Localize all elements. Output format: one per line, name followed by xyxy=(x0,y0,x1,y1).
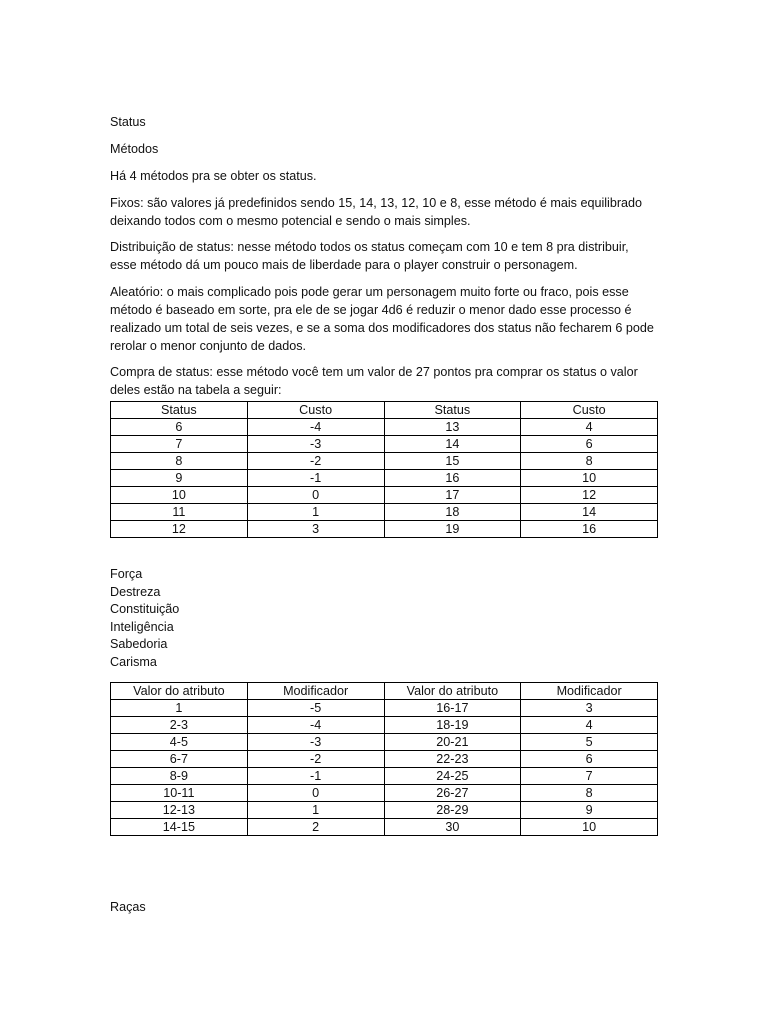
cost-table-row-cell: 0 xyxy=(247,487,384,504)
cost-table-header: Custo xyxy=(247,402,384,419)
modifier-table-row-cell: 6-7 xyxy=(111,750,248,767)
section-title: Status xyxy=(110,115,146,129)
cost-table-row-cell: 16 xyxy=(521,521,658,538)
modifier-table-row-cell: 1 xyxy=(111,699,248,716)
cost-table-header-row xyxy=(111,402,658,419)
cost-table-row-cell: 6 xyxy=(111,419,248,436)
modifier-table-row-cell: -4 xyxy=(247,716,384,733)
modifier-table-row xyxy=(111,699,658,716)
cost-table-row-cell: -3 xyxy=(247,436,384,453)
cost-table-row-cell: 13 xyxy=(384,419,521,436)
paragraph-distribuicao: Distribuição de status: nesse método todos os status começam com 10 e tem 8 pra distribuir, esse método dá um pouco mais de liberdade para o player construir o personagem. xyxy=(110,240,629,272)
cost-table-row-cell: 19 xyxy=(384,521,521,538)
paragraph-compra: Compra de status: esse método você tem um valor de 27 pontos pra comprar os status o valor deles estão na tabela a seguir: xyxy=(110,365,638,397)
modifier-table-row-cell: 30 xyxy=(384,818,521,835)
modifier-table-row xyxy=(111,767,658,784)
cost-table-row-cell: -4 xyxy=(247,419,384,436)
modifier-table-row-cell: 2-3 xyxy=(111,716,248,733)
modifier-table-row-cell: -5 xyxy=(247,699,384,716)
cost-table-row-cell: -1 xyxy=(247,470,384,487)
cost-table-row-cell: 8 xyxy=(111,453,248,470)
cost-table-header: Status xyxy=(384,402,521,419)
attribute-item: Destreza xyxy=(110,584,161,599)
cost-table-row-cell: 11 xyxy=(111,504,248,521)
modifier-table-row xyxy=(111,784,658,801)
modifier-table-row-cell: 12-13 xyxy=(111,801,248,818)
cost-table-row-cell: 7 xyxy=(111,436,248,453)
attribute-item: Inteligência xyxy=(110,619,174,634)
modifier-table-row-cell: 20-21 xyxy=(384,733,521,750)
modifier-table-row xyxy=(111,801,658,818)
paragraph-fixos: Fixos: são valores já predefinidos sendo 15, 14, 13, 12, 10 e 8, esse método é mais equilibrado deixando todos com o mesmo potencial e sendo o mais simples. xyxy=(110,195,643,228)
cost-table-row-cell: 15 xyxy=(384,453,521,470)
modifier-table-row-cell: 1 xyxy=(247,801,384,818)
modifier-table-row-cell: 8-9 xyxy=(111,767,248,784)
next-section-title: Raças xyxy=(110,900,146,914)
modifier-table-row-cell: 16-17 xyxy=(384,699,521,716)
cost-table-row-cell: 10 xyxy=(521,470,658,487)
cost-table-row-cell: 4 xyxy=(521,419,658,436)
modifier-table-row-cell: 5 xyxy=(521,733,658,750)
cost-table-row-cell: 18 xyxy=(384,504,521,521)
modifier-table-row xyxy=(111,716,658,733)
attribute-item: Carisma xyxy=(110,654,157,669)
modifier-table-row-cell: 3 xyxy=(521,699,658,716)
modifier-table-row-cell: 26-27 xyxy=(384,784,521,801)
cost-table-row xyxy=(111,470,658,487)
modifier-table-row-cell: -1 xyxy=(247,767,384,784)
modifier-table-header: Valor do atributo xyxy=(111,682,248,699)
modifier-table-row-cell: 18-19 xyxy=(384,716,521,733)
paragraph-intro: Há 4 métodos pra se obter os status. xyxy=(110,169,317,183)
modifier-table-row-cell: 6 xyxy=(521,750,658,767)
cost-table xyxy=(110,401,658,538)
cost-table-row-cell: 8 xyxy=(521,453,658,470)
modifier-table xyxy=(110,682,658,836)
cost-table-row xyxy=(111,453,658,470)
subsection-title: Métodos xyxy=(110,142,159,156)
modifier-table-row-cell: 10-11 xyxy=(111,784,248,801)
cost-table-row xyxy=(111,504,658,521)
modifier-table-row-cell: -3 xyxy=(247,733,384,750)
modifier-table-header: Valor do atributo xyxy=(384,682,521,699)
modifier-table-row-cell: 14-15 xyxy=(111,818,248,835)
cost-table-row xyxy=(111,419,658,436)
modifier-table-row-cell: 24-25 xyxy=(384,767,521,784)
cost-table-row xyxy=(111,487,658,504)
modifier-table-row-cell: 4-5 xyxy=(111,733,248,750)
cost-table-row-cell: 17 xyxy=(384,487,521,504)
modifier-table-row xyxy=(111,818,658,835)
modifier-table-row-cell: 10 xyxy=(521,818,658,835)
modifier-table-header: Modificador xyxy=(521,682,658,699)
modifier-table-row-cell: 9 xyxy=(521,801,658,818)
cost-table-row-cell: 14 xyxy=(384,436,521,453)
modifier-table-row-cell: -2 xyxy=(247,750,384,767)
attribute-item: Força xyxy=(110,567,143,581)
cost-table-body xyxy=(111,419,658,538)
cost-table-row-cell: 12 xyxy=(111,521,248,538)
modifier-table-row-cell: 2 xyxy=(247,818,384,835)
modifier-table-header: Modificador xyxy=(247,682,384,699)
paragraph-aleatorio: Aleatório: o mais complicado pois pode gerar um personagem muito forte ou fraco, pois esse método é baseado em sorte, pra ele de se jogar 4d6 é reduzir o menor dado esse processo é realizado um total de seis vezes, e se a soma dos modificadores dos status não fecharem 6 pode rerolar o menor conjunto de dados. xyxy=(110,284,654,353)
cost-table-row-cell: 9 xyxy=(111,470,248,487)
modifier-table-row xyxy=(111,733,658,750)
attribute-item: Sabedoria xyxy=(110,637,168,652)
cost-table-row xyxy=(111,436,658,453)
cost-table-row-cell: 14 xyxy=(521,504,658,521)
attribute-item: Constituição xyxy=(110,602,180,617)
attribute-list xyxy=(110,566,658,672)
cost-table-row-cell: 12 xyxy=(521,487,658,504)
modifier-table-row xyxy=(111,750,658,767)
cost-table-row-cell: 3 xyxy=(247,521,384,538)
document-content xyxy=(110,113,658,836)
cost-table-row xyxy=(111,521,658,538)
cost-table-row-cell: 6 xyxy=(521,436,658,453)
cost-table-row-cell: -2 xyxy=(247,453,384,470)
cost-table-row-cell: 1 xyxy=(247,504,384,521)
modifier-table-row-cell: 7 xyxy=(521,767,658,784)
modifier-table-body xyxy=(111,699,658,835)
modifier-table-header-row xyxy=(111,682,658,699)
modifier-table-row-cell: 4 xyxy=(521,716,658,733)
cost-table-header: Status xyxy=(111,402,248,419)
cost-table-row-cell: 16 xyxy=(384,470,521,487)
modifier-table-row-cell: 28-29 xyxy=(384,801,521,818)
cost-table-row-cell: 10 xyxy=(111,487,248,504)
modifier-table-row-cell: 22-23 xyxy=(384,750,521,767)
modifier-table-row-cell: 0 xyxy=(247,784,384,801)
modifier-table-row-cell: 8 xyxy=(521,784,658,801)
cost-table-header: Custo xyxy=(521,402,658,419)
